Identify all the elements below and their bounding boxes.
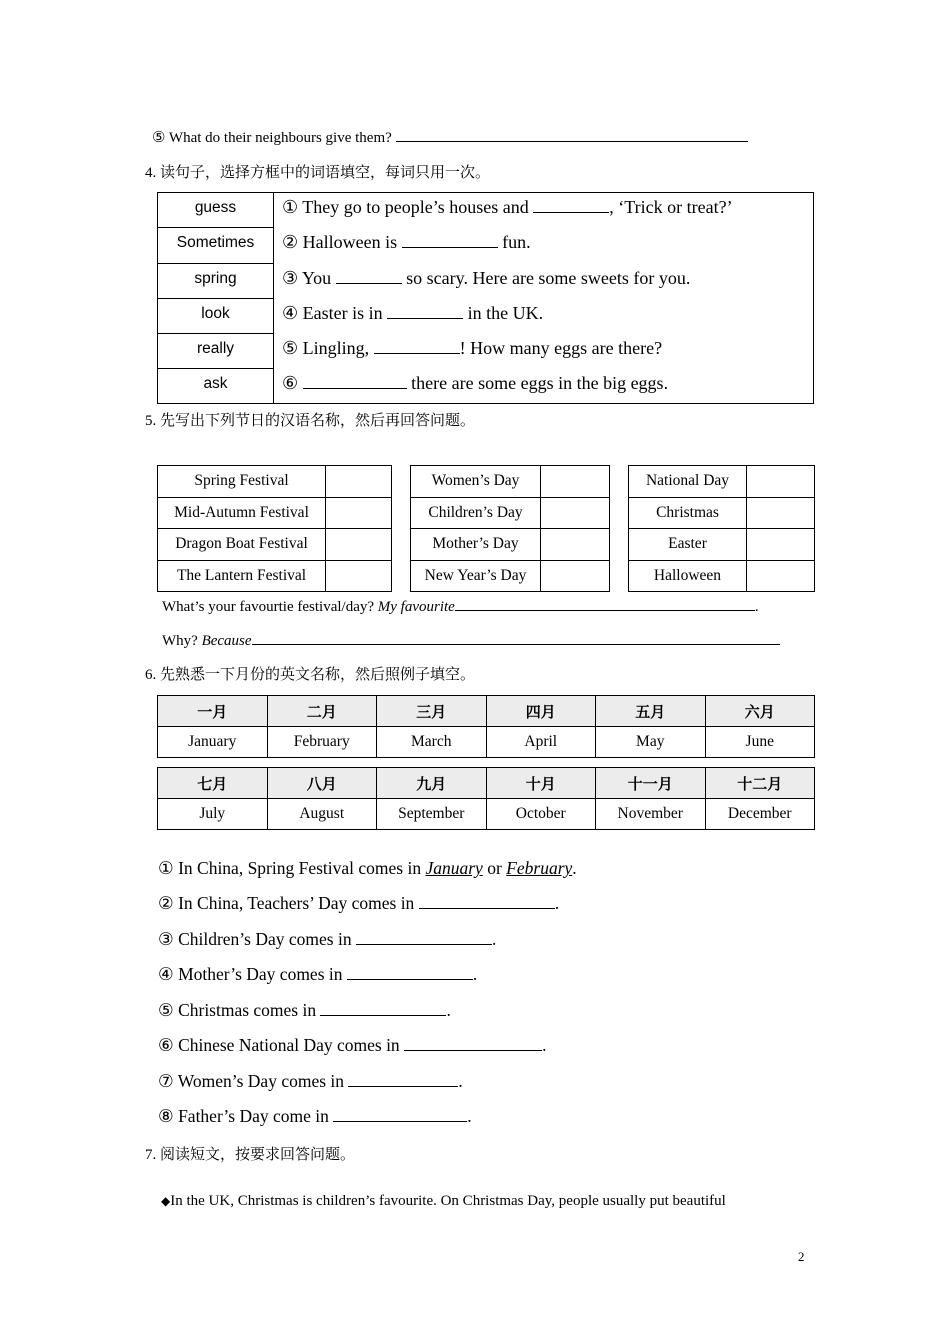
month-cn: 九月 xyxy=(377,768,487,799)
answer-blank[interactable] xyxy=(374,339,460,354)
month-question: ⑧ Father’s Day come in . xyxy=(158,1106,472,1126)
answer-blank[interactable] xyxy=(252,630,780,645)
answer-blank[interactable] xyxy=(348,1072,458,1087)
prev-question-label: ⑤ What do their neighbours give them? xyxy=(152,130,392,146)
month-question: ④ Mother’s Day comes in . xyxy=(158,964,478,984)
answer-cell[interactable] xyxy=(747,529,815,561)
answer-cell[interactable] xyxy=(326,466,392,498)
sentence-text: ③ You xyxy=(282,267,336,288)
favourite-prompt: What’s your favourtie festival/day? xyxy=(162,599,375,615)
section-7-heading: 7. 阅读短文，按要求回答问题。 xyxy=(145,1147,356,1163)
month-question: ⑥ Chinese National Day comes in . xyxy=(158,1035,547,1055)
answer-cell[interactable] xyxy=(326,529,392,561)
favourite-question: What’s your favourtie festival/day? My favourite . xyxy=(162,596,759,616)
month-en: June xyxy=(705,727,815,758)
why-prompt: Why? xyxy=(162,633,198,649)
month-en: January xyxy=(158,727,268,758)
sentence-text: , ‘Trick or treat?’ xyxy=(609,197,733,217)
answer-blank[interactable] xyxy=(402,233,498,248)
month-cn: 六月 xyxy=(705,696,815,727)
sentence xyxy=(282,334,809,369)
prev-question xyxy=(152,127,748,147)
sentence-text: in the UK. xyxy=(463,302,544,323)
answer-cell[interactable] xyxy=(747,497,815,529)
sentence-text: ① They go to people’s houses and xyxy=(282,197,534,217)
page-number: 2 xyxy=(798,1249,805,1264)
question-text: ⑦ Women’s Day comes in xyxy=(158,1071,345,1091)
sentence-text: ⑥ xyxy=(282,373,303,394)
word-option: guess xyxy=(158,193,273,228)
favourite-starter: My favourite xyxy=(377,599,455,615)
section-4-heading: 4. 读句子，选择方框中的词语填空，每词只用一次。 xyxy=(145,165,491,181)
sentence xyxy=(282,299,809,334)
section-6-heading: 6. 先熟悉一下月份的英文名称，然后照例子填空。 xyxy=(145,667,476,683)
festival-name: Halloween xyxy=(629,560,747,592)
month-en: August xyxy=(267,799,377,830)
answer-blank[interactable] xyxy=(396,127,748,142)
word-option: spring xyxy=(158,264,273,299)
month-en: July xyxy=(158,799,268,830)
festival-name: The Lantern Festival xyxy=(158,560,326,592)
month-table-1 xyxy=(157,695,815,758)
answer-blank[interactable] xyxy=(387,304,463,319)
answer-blank[interactable] xyxy=(333,1107,467,1122)
month-en: February xyxy=(267,727,377,758)
passage-text: In the UK, Christmas is children’s favourite. On Christmas Day, people usually put beautiful xyxy=(170,1193,726,1209)
example-sentence xyxy=(158,858,577,879)
month-en: December xyxy=(705,799,815,830)
festival-name: Christmas xyxy=(629,497,747,529)
month-question: ③ Children’s Day comes in . xyxy=(158,929,497,949)
why-question xyxy=(162,630,780,650)
sentence-text: or xyxy=(482,858,507,878)
sentence-text: ② Halloween is xyxy=(282,232,402,253)
section-5-heading: 5. 先写出下列节日的汉语名称，然后再回答问题。 xyxy=(145,413,476,429)
word-option: ask xyxy=(203,375,228,393)
word-option: really xyxy=(158,334,273,369)
festival-table-2 xyxy=(410,465,610,592)
month-cn: 十月 xyxy=(486,768,596,799)
month-en: May xyxy=(596,727,706,758)
sentence xyxy=(282,369,809,404)
festival-name: New Year’s Day xyxy=(411,560,541,592)
month-en: September xyxy=(377,799,487,830)
month-cn: 十一月 xyxy=(596,768,706,799)
answer-cell[interactable] xyxy=(326,497,392,529)
answer-cell[interactable] xyxy=(326,560,392,592)
month-question: ⑦ Women’s Day comes in . xyxy=(158,1071,463,1091)
sentence-text: fun. xyxy=(497,232,531,253)
answer-cell[interactable] xyxy=(541,529,610,561)
question-text: ③ Children’s Day comes in xyxy=(158,929,352,949)
festival-name: Dragon Boat Festival xyxy=(158,529,326,561)
festival-name: National Day xyxy=(629,466,747,498)
question-text: ② In China, Teachers’ Day comes in xyxy=(158,893,415,913)
word-list xyxy=(158,193,274,403)
reading-passage xyxy=(161,1193,726,1210)
month-cn: 七月 xyxy=(158,768,268,799)
sentence-text: there are some eggs in the big eggs. xyxy=(406,373,669,394)
month-cn: 十二月 xyxy=(705,768,815,799)
question-text: ④ Mother’s Day comes in xyxy=(158,964,343,984)
month-en: November xyxy=(596,799,706,830)
month-cn: 一月 xyxy=(158,696,268,727)
answer-cell[interactable] xyxy=(541,466,610,498)
sentence-text: so scary. Here are some sweets for you. xyxy=(401,267,691,288)
sentence-text: . xyxy=(572,858,577,878)
answer-cell[interactable] xyxy=(747,466,815,498)
answer-cell[interactable] xyxy=(541,497,610,529)
month-table-2 xyxy=(157,767,815,830)
answer-blank[interactable] xyxy=(404,1036,542,1051)
example-answer: January xyxy=(425,858,483,878)
answer-cell[interactable] xyxy=(541,560,610,592)
festival-table-3 xyxy=(628,465,815,592)
month-cn: 三月 xyxy=(377,696,487,727)
example-answer: February xyxy=(506,858,573,878)
festival-name: Women’s Day xyxy=(411,466,541,498)
month-en: March xyxy=(377,727,487,758)
answer-blank[interactable] xyxy=(320,1001,446,1016)
month-question: ② In China, Teachers’ Day comes in . xyxy=(158,893,560,913)
festival-name: Children’s Day xyxy=(411,497,541,529)
sentence xyxy=(282,264,809,299)
sentence xyxy=(282,193,809,228)
month-question: ⑤ Christmas comes in . xyxy=(158,1000,451,1020)
month-cn: 四月 xyxy=(486,696,596,727)
sentence xyxy=(282,228,809,263)
month-cn: 八月 xyxy=(267,768,377,799)
sentence-text: ④ Easter is in xyxy=(282,302,388,323)
sentence-list xyxy=(282,193,809,405)
festival-name: Mother’s Day xyxy=(411,529,541,561)
answer-blank[interactable] xyxy=(336,269,402,284)
sentence-text: ⑤ Lingling, xyxy=(282,338,374,359)
answer-blank[interactable] xyxy=(303,374,407,389)
answer-blank[interactable] xyxy=(533,198,609,213)
question-text: ⑤ Christmas comes in xyxy=(158,1000,317,1020)
bullet-icon: ◆ xyxy=(161,1194,171,1208)
answer-blank[interactable] xyxy=(419,894,555,909)
month-en: April xyxy=(486,727,596,758)
word-box xyxy=(157,192,814,404)
answer-cell[interactable] xyxy=(747,560,815,592)
festival-name: Easter xyxy=(629,529,747,561)
answer-blank[interactable] xyxy=(356,930,492,945)
festival-name: Mid-Autumn Festival xyxy=(158,497,326,529)
month-cn: 二月 xyxy=(267,696,377,727)
answer-blank[interactable] xyxy=(347,965,473,980)
festival-name: Spring Festival xyxy=(158,466,326,498)
question-text: ⑥ Chinese National Day comes in xyxy=(158,1035,400,1055)
sentence-text: ① In China, Spring Festival comes in xyxy=(158,858,426,878)
month-en: October xyxy=(486,799,596,830)
month-cn: 五月 xyxy=(596,696,706,727)
sentence-text: ! How many eggs are there? xyxy=(459,338,663,359)
festival-table-1 xyxy=(157,465,392,592)
why-starter: Because xyxy=(201,633,252,649)
word-option: look xyxy=(158,299,273,334)
question-text: ⑧ Father’s Day come in xyxy=(158,1106,329,1126)
word-option: Sometimes xyxy=(158,228,273,263)
answer-blank[interactable] xyxy=(455,596,755,611)
